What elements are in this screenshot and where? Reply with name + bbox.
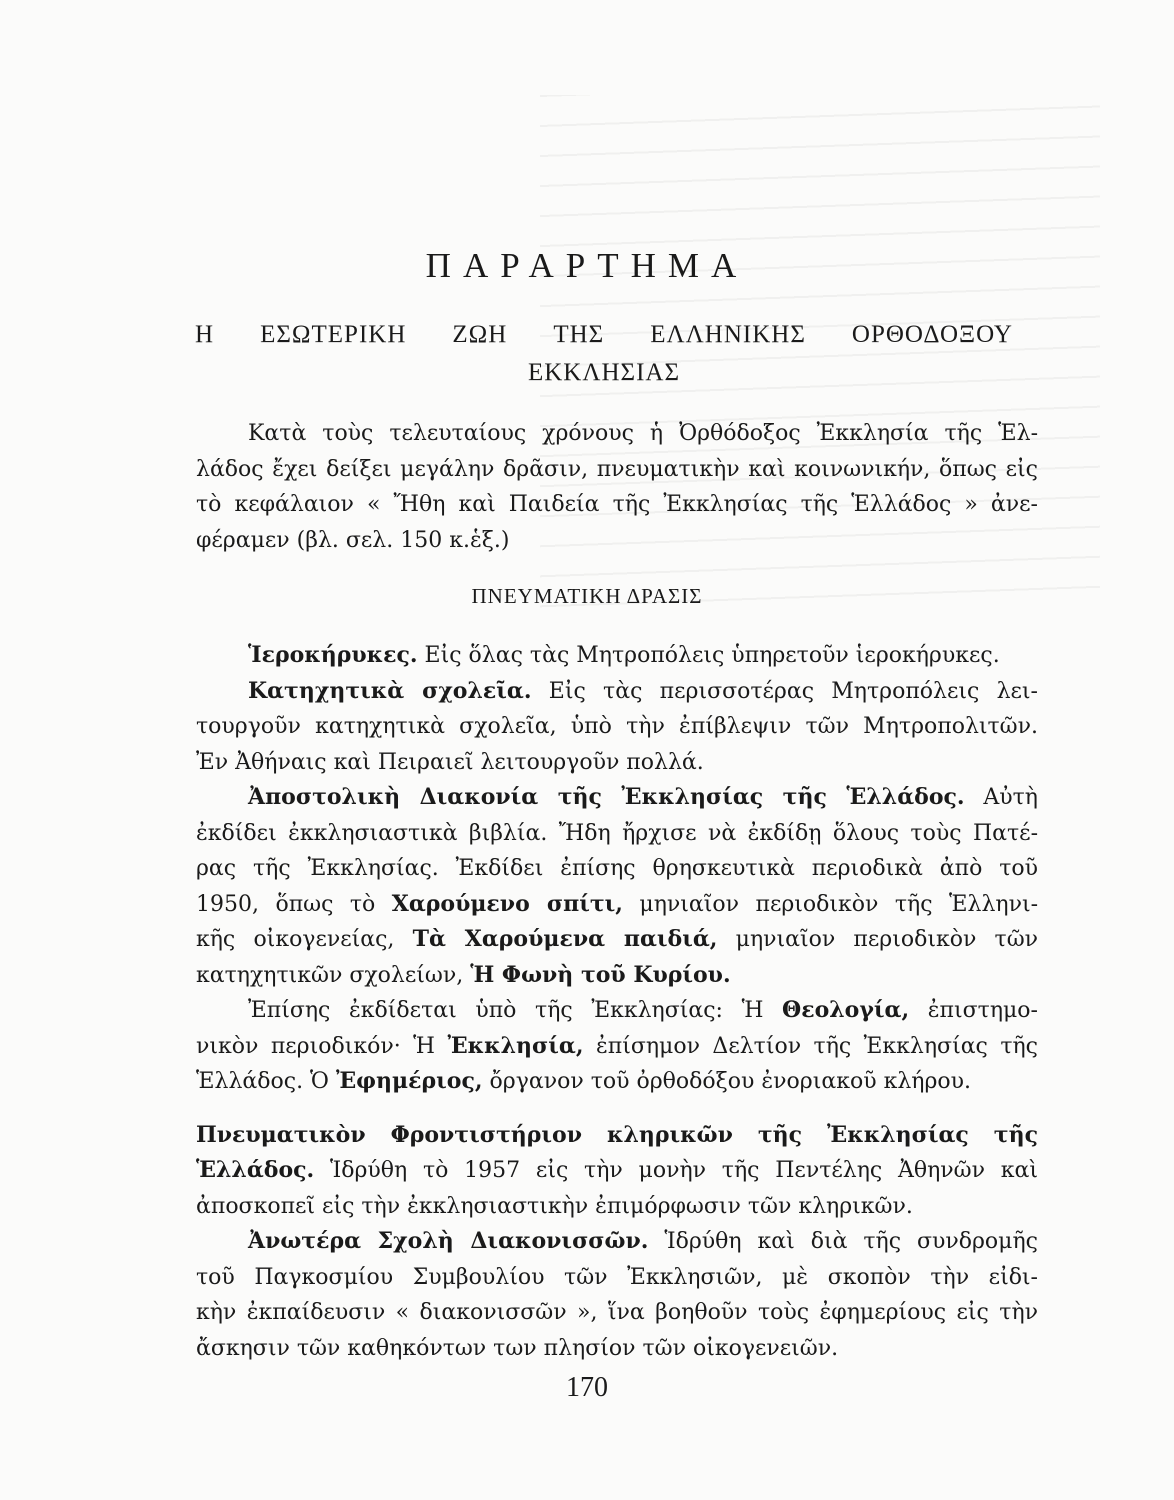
entry-line bbox=[196, 638, 1038, 674]
entry-text: νικὸν περιοδικόν· Ἡ bbox=[196, 1033, 448, 1059]
entry-text: Ἑλλάδος. Ὁ bbox=[196, 1069, 336, 1094]
subtitle-word: ΖΩΗ bbox=[452, 321, 508, 348]
periodical-title: Θεολογία, bbox=[782, 997, 910, 1023]
entry-text: Ἐπίσης ἐκδίδεται ὑπὸ τῆς Ἐκκλησίας: Ἡ bbox=[248, 998, 783, 1023]
entry-line: ρας τῆς Ἐκκλησίας. Ἐκδίδει ἐπίσης θρησκευτικὰ περιοδικὰ ἀπὸ τοῦ bbox=[196, 856, 1038, 881]
entry-text: μηνιαῖον περιοδικὸν τῶν bbox=[717, 927, 1039, 952]
paragraph-gap bbox=[196, 1100, 1038, 1118]
entry-text: ὄργανον τοῦ ὀρθοδόξου ἐνοριακοῦ κλήρου. bbox=[482, 1069, 971, 1094]
intro-line: φέραμεν (βλ. σελ. 150 κ.ἑξ.) bbox=[196, 527, 510, 553]
entry-line bbox=[196, 958, 1038, 994]
intro-line: Κατὰ τοὺς τελευταίους χρόνους ἡ Ὀρθόδοξος Ἐκκλησία τῆς Ἑλ- bbox=[248, 421, 1038, 446]
entry-katichitika bbox=[196, 674, 1038, 781]
subtitle-word: ΕΣΩΤΕΡΙΚΗ bbox=[260, 321, 407, 348]
page-title: ΠΑΡΑΡΤΗΜΑ bbox=[425, 246, 749, 285]
entry-text: ἐπίσημον Δελτίον τῆς Ἐκκλησίας τῆς bbox=[583, 1033, 1038, 1059]
entry-text: Εἰς ὅλας τὰς Μητροπόλεις ὑπηρετοῦν ἱεροκήρυκες. bbox=[417, 643, 1000, 668]
entry-line bbox=[196, 780, 1038, 816]
entry-line bbox=[196, 887, 1038, 923]
entry-periodika bbox=[196, 993, 1038, 1100]
entry-text: Εἰς τὰς περισσοτέρας Μητροπόλεις λει- bbox=[531, 678, 1038, 704]
entry-frontistirion bbox=[196, 1118, 1038, 1225]
entry-term: Ἀνωτέρα Σχολὴ Διακονισσῶν. bbox=[248, 1228, 649, 1254]
entry-line: κὴν ἐκπαίδευσιν « διακονισσῶν », ἵνα βοηθοῦν τοὺς ἐφημερίους εἰς τὴν bbox=[196, 1300, 1038, 1325]
periodical-title: Τὰ Χαρούμενα παιδιά, bbox=[412, 926, 718, 952]
entry-text: Ἱδρύθη καὶ διὰ τῆς συνδρομῆς bbox=[648, 1229, 1038, 1254]
page-number: 170 bbox=[566, 1372, 608, 1403]
section-heading: ΠΝΕΥΜΑΤΙΚΗ ΔΡΑΣΙΣ bbox=[471, 584, 703, 608]
entry-line bbox=[196, 1224, 1038, 1260]
entry-line: τουργοῦν κατηχητικὰ σχολεῖα, ὑπὸ τὴν ἐπίβλεψιν τῶν Μητροπολιτῶν. bbox=[196, 714, 1038, 739]
entry-line: Ἐν Ἀθήναις καὶ Πειραιεῖ λειτουργοῦν πολλά. bbox=[196, 749, 704, 775]
intro-line: τὸ κεφάλαιον « Ἤθη καὶ Παιδεία τῆς Ἐκκλησίας τῆς Ἑλλάδος » ἀνε- bbox=[196, 492, 1038, 517]
entry-line: ἄσκησιν τῶν καθηκόντων των πλησίον τῶν οἰκογενειῶν. bbox=[196, 1335, 839, 1361]
periodical-title: Ἐκκλησία, bbox=[447, 1032, 584, 1059]
entry-line bbox=[196, 1029, 1038, 1065]
entry-text: Αὐτὴ bbox=[964, 785, 1038, 810]
entry-term: Κατηχητικὰ σχολεῖα. bbox=[248, 677, 532, 704]
subtitle-word: ΕΛΛΗΝΙΚΗΣ bbox=[650, 321, 806, 348]
intro-paragraph bbox=[196, 416, 1038, 558]
entry-term: Ἑλλάδος. bbox=[196, 1157, 315, 1183]
entry-text: κῆς οἰκογενείας, bbox=[196, 927, 413, 952]
entry-line bbox=[196, 922, 1038, 958]
subtitle-word: ΤΗΣ bbox=[553, 321, 605, 348]
entry-line: ἐκδίδει ἐκκλησιαστικὰ βιβλία. Ἤδη ἤρχισε νὰ ἐκδίδῃ ὅλους τοὺς Πατέ- bbox=[196, 820, 1038, 846]
subtitle-word: ΟΡΘΟΔΟΞΟΥ bbox=[851, 321, 1013, 348]
entry-apostoliki bbox=[196, 780, 1038, 993]
entry-text: κατηχητικῶν σχολείων, bbox=[196, 962, 471, 988]
entry-line bbox=[196, 993, 1038, 1029]
entries-body bbox=[196, 638, 1038, 1366]
entry-line: τοῦ Παγκοσμίου Συμβουλίου τῶν Ἐκκλησιῶν, μὲ σκοπὸν τὴν εἰδι- bbox=[196, 1264, 1038, 1290]
entry-term: Ἀποστολικὴ Διακονία τῆς Ἐκκλησίας τῆς Ἑλλάδος. bbox=[248, 784, 965, 810]
periodical-title: Χαρούμενο σπίτι, bbox=[391, 890, 623, 917]
intro-line: λάδος ἔχει δείξει μεγάλην δρᾶσιν, πνευματικὴν καὶ κοινωνικήν, ὅπως εἰς bbox=[196, 456, 1038, 482]
entry-line bbox=[196, 1118, 1038, 1154]
entry-text: ἐπιστημο- bbox=[909, 998, 1038, 1023]
subtitle-word: Η bbox=[195, 321, 215, 348]
subtitle-line-2: ΕΚΚΛΗΣΙΑΣ bbox=[527, 359, 681, 386]
entry-line bbox=[196, 674, 1038, 710]
entry-text: Ἱδρύθη τὸ 1957 εἰς τὴν μονὴν τῆς Πεντέλης Ἀθηνῶν καὶ bbox=[314, 1158, 1038, 1183]
entry-term: Ἱεροκήρυκες. bbox=[248, 642, 418, 668]
entry-line: ἀποσκοπεῖ εἰς τὴν ἐκκλησιαστικὴν ἐπιμόρφωσιν τῶν κληρικῶν. bbox=[196, 1193, 913, 1219]
entry-text: 1950, ὅπως τὸ bbox=[196, 891, 392, 917]
periodical-title: Ἐφημέριος, bbox=[335, 1068, 483, 1094]
entry-diakonisson bbox=[196, 1224, 1038, 1366]
page-subtitle bbox=[195, 316, 1013, 392]
entry-text: μηνιαῖον περιοδικὸν τῆς Ἑλληνι- bbox=[622, 891, 1039, 917]
periodical-title: Ἡ Φωνὴ τοῦ Κυρίου. bbox=[470, 961, 731, 988]
subtitle-line-1 bbox=[195, 316, 1013, 354]
entry-line bbox=[196, 1153, 1038, 1189]
entry-line bbox=[196, 1064, 1038, 1100]
entry-term: Πνευματικὸν Φροντιστήριον κληρικῶν τῆς Ἐκκλησίας τῆς bbox=[196, 1121, 1038, 1148]
entry-ierokirykes bbox=[196, 638, 1038, 674]
